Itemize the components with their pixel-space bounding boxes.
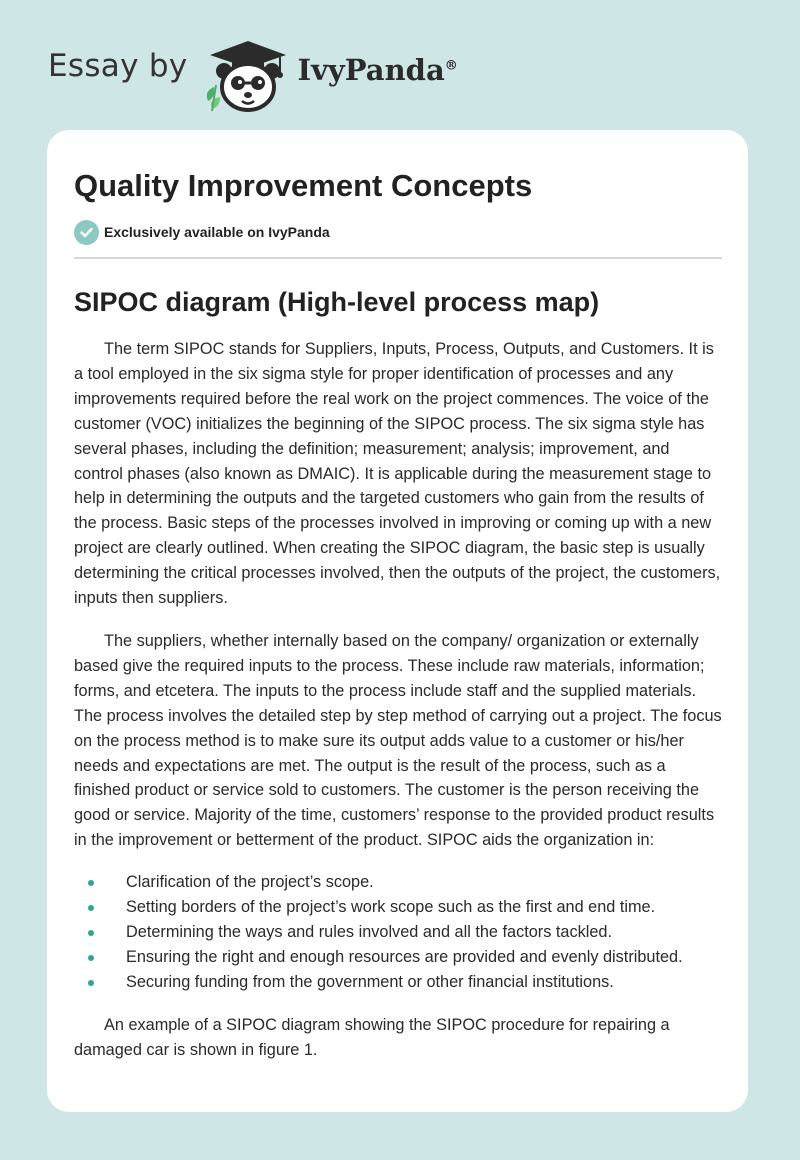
bullet-list xyxy=(74,870,722,995)
paragraph-2: The suppliers, whether internally based on the company/ organization or externally based give the required inputs to the process. These include raw materials, information; forms, and etcetera. The inputs to the process include staff and the supplied materials. The process involves the detailed step by step method of carrying out a project. The focus on the process method is to make sure its output adds value to a customer or his/her needs and expectations are met. The output is the result of the process, such as a finished product or service sold to customers. The customer is the person receiving the good or service. Majority of the time, customers’ response to the provided product results in the improvement or betterment of the product. SIPOC aids the organization in: xyxy=(74,631,722,850)
brand-logo-area[interactable] xyxy=(48,34,458,114)
title-divider xyxy=(74,257,722,259)
bullet-dot-icon xyxy=(88,955,94,961)
list-item: Securing funding from the government or other financial institutions. xyxy=(74,970,722,995)
check-circle-icon xyxy=(74,220,99,245)
closing-paragraph: An example of a SIPOC diagram showing the SIPOC procedure for repairing a damaged car is shown in figure 1. xyxy=(74,1016,670,1060)
bullet-dot-icon xyxy=(88,980,94,986)
brand-prefix: Essay by xyxy=(48,48,188,84)
section-heading: SIPOC diagram (High-level process map) xyxy=(74,287,600,317)
page-title: Quality Improvement Concepts xyxy=(74,168,533,203)
brand-name: IvyPanda® xyxy=(297,53,458,87)
bullet-dot-icon xyxy=(88,905,94,911)
list-item: Determining the ways and rules involved and all the factors tackled. xyxy=(74,920,722,945)
list-item: Setting borders of the project’s work scope such as the first and end time. xyxy=(74,895,722,920)
registered-mark: ® xyxy=(444,58,458,74)
list-item: Clarification of the project’s scope. xyxy=(74,870,722,895)
panda-graduate-icon xyxy=(202,35,294,113)
list-item: Ensuring the right and enough resources are provided and evenly distributed. xyxy=(74,945,722,970)
paragraph-1: The term SIPOC stands for Suppliers, Inputs, Process, Outputs, and Customers. It is a tool employed in the six sigma style for proper identification of processes and any improvements required before the real work on the project commences. The voice of the customer (VOC) initializes the beginning of the SIPOC process. The six sigma style has several phases, including the definition; measurement; analysis; improvement, and control phases (also known as DMAIC). It is applicable during the measurement stage to help in determining the outputs and the targeted customers who gain from the results of the process. Basic steps of the processes involved in improving or coming up with a new project are clearly outlined. When creating the SIPOC diagram, the basic step is usually determining the critical processes involved, then the outputs of the project, the customers, inputs then suppliers. xyxy=(74,340,721,608)
exclusive-badge xyxy=(74,218,722,246)
exclusive-label: Exclusively available on IvyPanda xyxy=(104,224,330,240)
bullet-dot-icon xyxy=(88,930,94,936)
essay-card xyxy=(47,130,748,1112)
bullet-dot-icon xyxy=(88,880,94,886)
